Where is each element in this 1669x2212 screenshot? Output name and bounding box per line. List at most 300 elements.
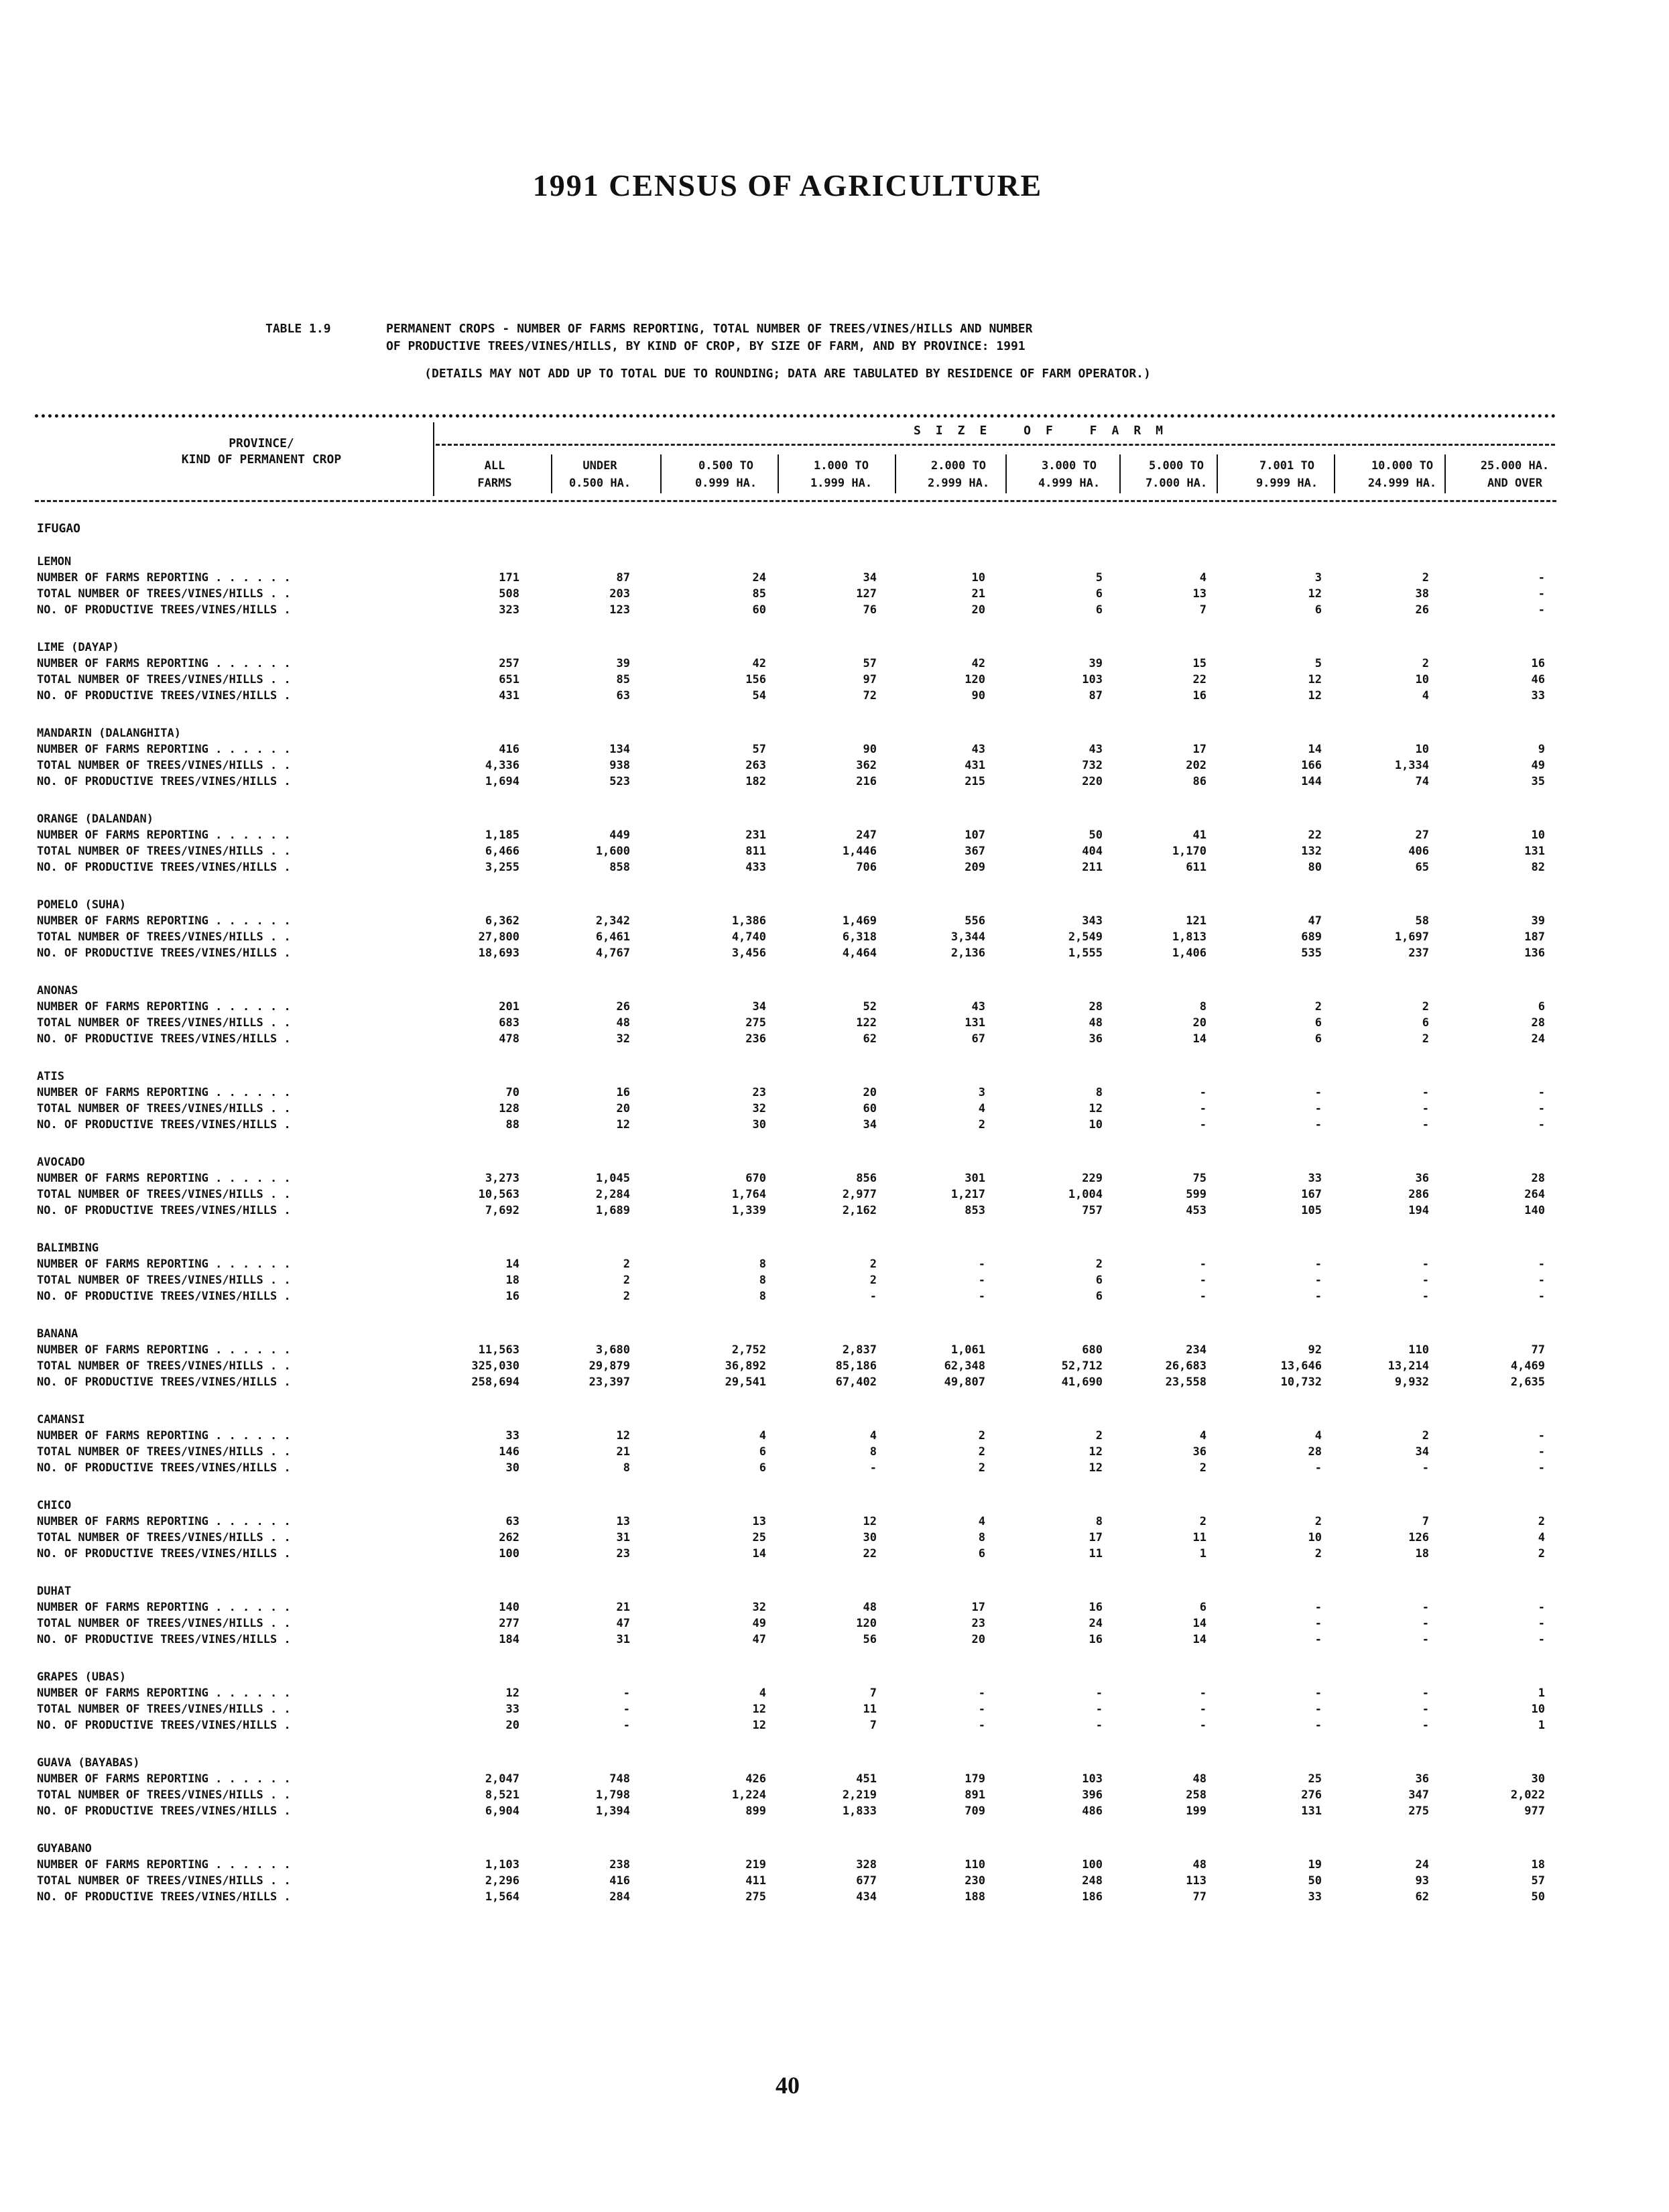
table-cell: 2 bbox=[623, 1257, 630, 1271]
table-cell: 748 bbox=[609, 1772, 630, 1786]
table-row bbox=[37, 1272, 1579, 1288]
table-cell: 171 bbox=[499, 571, 519, 585]
table-cell: 451 bbox=[856, 1772, 877, 1786]
table-cell: 262 bbox=[499, 1531, 519, 1544]
table-cell: - bbox=[1538, 1445, 1545, 1459]
crop-block bbox=[37, 1583, 1579, 1648]
table-cell: 209 bbox=[965, 861, 985, 874]
table-cell: 103 bbox=[1082, 1772, 1103, 1786]
table-cell: 134 bbox=[609, 743, 630, 756]
table-cell: 2,549 bbox=[1068, 930, 1103, 944]
table-cell: 24 bbox=[752, 571, 766, 585]
table-cell: 275 bbox=[745, 1016, 766, 1030]
table-cell: 32 bbox=[616, 1032, 630, 1046]
table-cell: - bbox=[1199, 1102, 1207, 1115]
table-cell: 12 bbox=[505, 1686, 519, 1700]
table-cell: 416 bbox=[499, 743, 519, 756]
table-row bbox=[37, 1374, 1579, 1390]
table-cell: 10 bbox=[1415, 673, 1429, 686]
table-cell: 6 bbox=[759, 1445, 766, 1459]
table-cell: 10,732 bbox=[1280, 1375, 1322, 1389]
table-cell: 36,892 bbox=[725, 1359, 766, 1373]
table-cell: 8 bbox=[1199, 1000, 1207, 1013]
row-label: NO. OF PRODUCTIVE TREES/VINES/HILLS . bbox=[37, 1633, 291, 1646]
row-label: TOTAL NUMBER OF TREES/VINES/HILLS . . bbox=[37, 1788, 291, 1802]
table-cell: - bbox=[1095, 1686, 1103, 1700]
table-cell: 33 bbox=[1531, 689, 1545, 702]
table-cell: 277 bbox=[499, 1617, 519, 1630]
table-cell: 33 bbox=[1308, 1172, 1322, 1185]
table-cell: 1,764 bbox=[731, 1188, 766, 1201]
row-label: TOTAL NUMBER OF TREES/VINES/HILLS . . bbox=[37, 1445, 291, 1459]
table-cell: 167 bbox=[1301, 1188, 1322, 1201]
table-cell: 13 bbox=[616, 1515, 630, 1528]
table-cell: 10 bbox=[1308, 1531, 1322, 1544]
table-cell: 411 bbox=[745, 1874, 766, 1888]
crop-name: POMELO (SUHA) bbox=[37, 898, 127, 912]
table-cell: - bbox=[1422, 1703, 1429, 1716]
table-cell: - bbox=[1422, 1461, 1429, 1475]
table-cell: 328 bbox=[856, 1858, 877, 1871]
column-separator bbox=[1217, 454, 1218, 493]
table-cell: 48 bbox=[1192, 1858, 1207, 1871]
table-cell: 8 bbox=[623, 1461, 630, 1475]
table-cell: 20 bbox=[971, 603, 985, 617]
table-cell: 47 bbox=[616, 1617, 630, 1630]
crop-block bbox=[37, 1497, 1579, 1562]
table-cell: - bbox=[1538, 1290, 1545, 1303]
row-label: NUMBER OF FARMS REPORTING . . . . . . bbox=[37, 1686, 291, 1700]
table-cell: 3 bbox=[1314, 571, 1322, 585]
table-cell: 4 bbox=[759, 1686, 766, 1700]
table-cell: 76 bbox=[863, 603, 877, 617]
table-cell: 6 bbox=[1095, 603, 1103, 617]
table-cell: 7 bbox=[869, 1719, 877, 1732]
table-cell: - bbox=[1314, 1086, 1322, 1099]
table-cell: 12 bbox=[616, 1429, 630, 1442]
column-header-line-1: 7.001 TO bbox=[1259, 459, 1314, 473]
table-cell: 231 bbox=[745, 828, 766, 842]
table-cell: 182 bbox=[745, 775, 766, 788]
table-cell: 179 bbox=[965, 1772, 985, 1786]
table-cell: - bbox=[623, 1686, 630, 1700]
table-cell: 237 bbox=[1408, 946, 1429, 960]
table-cell: 47 bbox=[1308, 914, 1322, 928]
table-cell: 123 bbox=[609, 603, 630, 617]
table-row bbox=[37, 1599, 1579, 1615]
table-cell: 34 bbox=[1415, 1445, 1429, 1459]
table-cell: 48 bbox=[1089, 1016, 1103, 1030]
table-cell: 1,555 bbox=[1068, 946, 1103, 960]
table-cell: 132 bbox=[1301, 845, 1322, 858]
table-cell: 891 bbox=[965, 1788, 985, 1802]
table-cell: 2 bbox=[1095, 1429, 1103, 1442]
table-row bbox=[37, 602, 1579, 618]
table-cell: 12 bbox=[1308, 689, 1322, 702]
table-cell: 24 bbox=[1415, 1858, 1429, 1871]
table-cell: 220 bbox=[1082, 775, 1103, 788]
table-cell: 416 bbox=[609, 1874, 630, 1888]
crop-name: AVOCADO bbox=[37, 1156, 85, 1169]
table-cell: 7,692 bbox=[485, 1204, 519, 1217]
table-row bbox=[37, 1514, 1579, 1530]
table-cell: 14 bbox=[752, 1547, 766, 1560]
table-row bbox=[37, 1685, 1579, 1701]
table-cell: 6 bbox=[978, 1547, 985, 1560]
table-cell: 4 bbox=[1199, 571, 1207, 585]
table-row bbox=[37, 1787, 1579, 1803]
table-cell: 113 bbox=[1186, 1874, 1207, 1888]
table-row bbox=[37, 1101, 1579, 1117]
table-cell: 8 bbox=[759, 1274, 766, 1287]
column-header bbox=[1015, 457, 1123, 492]
table-cell: 93 bbox=[1415, 1874, 1429, 1888]
row-label: TOTAL NUMBER OF TREES/VINES/HILLS . . bbox=[37, 1531, 291, 1544]
crop-block bbox=[37, 1412, 1579, 1476]
table-cell: 9,932 bbox=[1394, 1375, 1429, 1389]
table-cell: 121 bbox=[1186, 914, 1207, 928]
table-cell: 236 bbox=[745, 1032, 766, 1046]
table-cell: - bbox=[1199, 1719, 1207, 1732]
table-cell: 1,170 bbox=[1172, 845, 1207, 858]
crop-block bbox=[37, 1669, 1579, 1733]
table-cell: 77 bbox=[1531, 1343, 1545, 1357]
table-row bbox=[37, 1203, 1579, 1219]
table-cell: 677 bbox=[856, 1874, 877, 1888]
table-cell: - bbox=[1199, 1686, 1207, 1700]
table-cell: 14 bbox=[1192, 1617, 1207, 1630]
crop-block bbox=[37, 1240, 1579, 1304]
table-cell: 54 bbox=[752, 689, 766, 702]
column-header-line-2: FARMS bbox=[477, 477, 512, 490]
crop-name: CAMANSI bbox=[37, 1413, 85, 1426]
table-cell: 1,406 bbox=[1172, 946, 1207, 960]
table-cell: 6 bbox=[1422, 1016, 1429, 1030]
table-cell: 82 bbox=[1531, 861, 1545, 874]
table-cell: 8 bbox=[869, 1445, 877, 1459]
table-cell: 38 bbox=[1415, 587, 1429, 601]
table-cell: 12 bbox=[752, 1703, 766, 1716]
table-cell: 2 bbox=[1538, 1515, 1545, 1528]
column-header-line-2: 4.999 HA. bbox=[1038, 477, 1101, 490]
table-cell: 131 bbox=[1301, 1804, 1322, 1818]
table-cell: 57 bbox=[1531, 1874, 1545, 1888]
table-cell: 2,837 bbox=[842, 1343, 877, 1357]
table-cell: - bbox=[1314, 1257, 1322, 1271]
table-cell: - bbox=[1199, 1086, 1207, 1099]
table-row bbox=[37, 688, 1579, 704]
table-cell: 12 bbox=[1308, 673, 1322, 686]
table-cell: 1,386 bbox=[731, 914, 766, 928]
column-header bbox=[1461, 457, 1568, 492]
row-label: NO. OF PRODUCTIVE TREES/VINES/HILLS . bbox=[37, 1204, 291, 1217]
province-name: IFUGAO bbox=[37, 521, 81, 536]
table-cell: 2,022 bbox=[1510, 1788, 1545, 1802]
table-row bbox=[37, 1358, 1579, 1374]
table-cell: 184 bbox=[499, 1633, 519, 1646]
table-cell: 9 bbox=[1538, 743, 1545, 756]
table-cell: 2,977 bbox=[842, 1188, 877, 1201]
table-cell: - bbox=[1199, 1274, 1207, 1287]
row-label: NO. OF PRODUCTIVE TREES/VINES/HILLS . bbox=[37, 1804, 291, 1818]
row-label: NUMBER OF FARMS REPORTING . . . . . . bbox=[37, 1429, 291, 1442]
table-cell: 36 bbox=[1192, 1445, 1207, 1459]
column-header-line-1: ALL bbox=[484, 459, 505, 473]
table-cell: 70 bbox=[505, 1086, 519, 1099]
row-label: TOTAL NUMBER OF TREES/VINES/HILLS . . bbox=[37, 1274, 291, 1287]
row-label: TOTAL NUMBER OF TREES/VINES/HILLS . . bbox=[37, 1874, 291, 1888]
table-row bbox=[37, 1615, 1579, 1632]
table-cell: 30 bbox=[505, 1461, 519, 1475]
table-cell: 683 bbox=[499, 1016, 519, 1030]
table-cell: - bbox=[1538, 1429, 1545, 1442]
table-cell: 194 bbox=[1408, 1204, 1429, 1217]
table-row bbox=[37, 1342, 1579, 1358]
table-cell: 75 bbox=[1192, 1172, 1207, 1185]
table-cell: 1,469 bbox=[842, 914, 877, 928]
table-cell: 433 bbox=[745, 861, 766, 874]
document-title: 1991 CENSUS OF AGRICULTURE bbox=[532, 168, 1043, 202]
row-label: NO. OF PRODUCTIVE TREES/VINES/HILLS . bbox=[37, 1118, 291, 1131]
column-header bbox=[672, 457, 780, 492]
table-cell: 2 bbox=[1422, 1429, 1429, 1442]
table-row bbox=[37, 843, 1579, 859]
table-cell: 87 bbox=[616, 571, 630, 585]
table-cell: 11 bbox=[1089, 1547, 1103, 1560]
column-header bbox=[441, 457, 548, 492]
column-header-line-1: 2.000 TO bbox=[931, 459, 986, 473]
table-cell: 199 bbox=[1186, 1804, 1207, 1818]
crop-block bbox=[37, 1154, 1579, 1219]
column-header-line-2: AND OVER bbox=[1487, 477, 1542, 490]
table-cell: 2,635 bbox=[1510, 1375, 1545, 1389]
table-cell: 1,339 bbox=[731, 1204, 766, 1217]
table-row bbox=[37, 827, 1579, 843]
row-label: NUMBER OF FARMS REPORTING . . . . . . bbox=[37, 1343, 291, 1357]
row-label: NUMBER OF FARMS REPORTING . . . . . . bbox=[37, 828, 291, 842]
table-cell: 6 bbox=[1314, 1032, 1322, 1046]
table-cell: - bbox=[1538, 1118, 1545, 1131]
table-cell: - bbox=[1422, 1633, 1429, 1646]
table-cell: 6 bbox=[1095, 1290, 1103, 1303]
table-cell: 853 bbox=[965, 1204, 985, 1217]
table-cell: 8 bbox=[1095, 1515, 1103, 1528]
table-row bbox=[37, 1632, 1579, 1648]
table-cell: 6 bbox=[759, 1461, 766, 1475]
row-label: NUMBER OF FARMS REPORTING . . . . . . bbox=[37, 1257, 291, 1271]
table-cell: 396 bbox=[1082, 1788, 1103, 1802]
table-row bbox=[37, 945, 1579, 961]
crop-name: GUAVA (BAYABAS) bbox=[37, 1756, 140, 1770]
table-cell: 46 bbox=[1531, 673, 1545, 686]
table-cell: 3,456 bbox=[731, 946, 766, 960]
table-cell: 144 bbox=[1301, 775, 1322, 788]
table-cell: - bbox=[1314, 1703, 1322, 1716]
table-cell: 1,600 bbox=[595, 845, 630, 858]
table-cell: 16 bbox=[1531, 657, 1545, 670]
table-cell: 21 bbox=[971, 587, 985, 601]
table-note: (DETAILS MAY NOT ADD UP TO TOTAL DUE TO ROUNDING; DATA ARE TABULATED BY RESIDENCE OF FARM OPERATOR.) bbox=[424, 367, 1151, 381]
table-cell: 32 bbox=[752, 1102, 766, 1115]
row-label: TOTAL NUMBER OF TREES/VINES/HILLS . . bbox=[37, 1703, 291, 1716]
crop-name: LIME (DAYAP) bbox=[37, 641, 119, 654]
table-cell: 60 bbox=[863, 1102, 877, 1115]
crop-name: DUHAT bbox=[37, 1585, 72, 1598]
table-cell: 42 bbox=[752, 657, 766, 670]
size-of-farm-title: SIZE OF FARM bbox=[913, 424, 1178, 438]
table-cell: 2 bbox=[978, 1461, 985, 1475]
table-cell: 97 bbox=[863, 673, 877, 686]
table-cell: 20 bbox=[971, 1633, 985, 1646]
table-cell: 811 bbox=[745, 845, 766, 858]
table-cell: 6 bbox=[1314, 603, 1322, 617]
table-cell: 77 bbox=[1192, 1890, 1207, 1904]
crop-name: ANONAS bbox=[37, 984, 78, 997]
table-cell: 18 bbox=[505, 1274, 519, 1287]
table-cell: 6,466 bbox=[485, 845, 519, 858]
table-cell: - bbox=[1314, 1461, 1322, 1475]
column-header bbox=[1123, 457, 1230, 492]
table-cell: 85 bbox=[752, 587, 766, 601]
table-cell: 449 bbox=[609, 828, 630, 842]
table-cell: - bbox=[1422, 1102, 1429, 1115]
table-cell: 50 bbox=[1308, 1874, 1322, 1888]
table-cell: 22 bbox=[863, 1547, 877, 1560]
table-cell: - bbox=[1199, 1257, 1207, 1271]
column-header bbox=[905, 457, 1012, 492]
table-row bbox=[37, 1889, 1579, 1905]
row-label: NUMBER OF FARMS REPORTING . . . . . . bbox=[37, 1172, 291, 1185]
table-cell: 166 bbox=[1301, 759, 1322, 772]
table-cell: 12 bbox=[1089, 1445, 1103, 1459]
table-cell: 13 bbox=[752, 1515, 766, 1528]
table-cell: 20 bbox=[863, 1086, 877, 1099]
table-cell: 216 bbox=[856, 775, 877, 788]
row-label: TOTAL NUMBER OF TREES/VINES/HILLS . . bbox=[37, 1188, 291, 1201]
table-cell: 34 bbox=[752, 1000, 766, 1013]
table-cell: - bbox=[1422, 1274, 1429, 1287]
table-cell: 1,798 bbox=[595, 1788, 630, 1802]
column-header bbox=[546, 457, 654, 492]
table-cell: 120 bbox=[856, 1617, 877, 1630]
table-cell: 201 bbox=[499, 1000, 519, 1013]
table-cell: 651 bbox=[499, 673, 519, 686]
table-cell: 16 bbox=[1089, 1633, 1103, 1646]
row-label: NUMBER OF FARMS REPORTING . . . . . . bbox=[37, 1772, 291, 1786]
table-row bbox=[37, 570, 1579, 586]
table-cell: 85,186 bbox=[835, 1359, 877, 1373]
table-cell: 203 bbox=[609, 587, 630, 601]
table-cell: 899 bbox=[745, 1804, 766, 1818]
column-header-line-1: 5.000 TO bbox=[1149, 459, 1204, 473]
table-cell: 14 bbox=[505, 1257, 519, 1271]
table-cell: 2,296 bbox=[485, 1874, 519, 1888]
table-cell: 404 bbox=[1082, 845, 1103, 858]
table-cell: 103 bbox=[1082, 673, 1103, 686]
stub-header-line-2: KIND OF PERMANENT CROP bbox=[181, 452, 342, 467]
table-cell: 4 bbox=[978, 1102, 985, 1115]
table-cell: - bbox=[978, 1257, 985, 1271]
table-cell: 426 bbox=[745, 1772, 766, 1786]
stub-separator bbox=[433, 422, 434, 496]
table-cell: - bbox=[978, 1290, 985, 1303]
table-cell: 100 bbox=[1082, 1858, 1103, 1871]
table-cell: - bbox=[1422, 1118, 1429, 1131]
table-cell: 219 bbox=[745, 1858, 766, 1871]
table-cell: 42 bbox=[971, 657, 985, 670]
table-row bbox=[37, 757, 1579, 774]
row-label: NO. OF PRODUCTIVE TREES/VINES/HILLS . bbox=[37, 603, 291, 617]
table-cell: - bbox=[1538, 603, 1545, 617]
table-cell: 431 bbox=[499, 689, 519, 702]
crop-block bbox=[37, 725, 1579, 790]
table-cell: 2 bbox=[978, 1429, 985, 1442]
table-cell: 11 bbox=[863, 1703, 877, 1716]
table-cell: 4,336 bbox=[485, 759, 519, 772]
table-cell: - bbox=[1314, 1274, 1322, 1287]
table-cell: 87 bbox=[1089, 689, 1103, 702]
table-cell: 50 bbox=[1531, 1890, 1545, 1904]
crop-block bbox=[37, 1755, 1579, 1819]
table-cell: 4 bbox=[759, 1429, 766, 1442]
table-cell: 2 bbox=[623, 1274, 630, 1287]
table-cell: 2 bbox=[869, 1274, 877, 1287]
row-label: NUMBER OF FARMS REPORTING . . . . . . bbox=[37, 1858, 291, 1871]
table-cell: 4,740 bbox=[731, 930, 766, 944]
table-cell: 43 bbox=[971, 1000, 985, 1013]
table-cell: 8 bbox=[978, 1531, 985, 1544]
table-cell: - bbox=[1199, 1118, 1207, 1131]
table-cell: 2 bbox=[1422, 1000, 1429, 1013]
table-cell: - bbox=[1538, 571, 1545, 585]
table-cell: 757 bbox=[1082, 1204, 1103, 1217]
table-cell: 12 bbox=[752, 1719, 766, 1732]
row-label: NO. OF PRODUCTIVE TREES/VINES/HILLS . bbox=[37, 775, 291, 788]
table-cell: 4,767 bbox=[595, 946, 630, 960]
table-cell: 2 bbox=[1199, 1515, 1207, 1528]
table-row bbox=[37, 1428, 1579, 1444]
table-cell: 187 bbox=[1524, 930, 1545, 944]
table-cell: 2,342 bbox=[595, 914, 630, 928]
table-cell: 453 bbox=[1186, 1204, 1207, 1217]
table-cell: 13,646 bbox=[1280, 1359, 1322, 1373]
table-cell: 6,461 bbox=[595, 930, 630, 944]
table-cell: 276 bbox=[1301, 1788, 1322, 1802]
table-cell: 20 bbox=[1192, 1016, 1207, 1030]
row-label: NO. OF PRODUCTIVE TREES/VINES/HILLS . bbox=[37, 946, 291, 960]
table-cell: 611 bbox=[1186, 861, 1207, 874]
row-label: TOTAL NUMBER OF TREES/VINES/HILLS . . bbox=[37, 587, 291, 601]
table-cell: 323 bbox=[499, 603, 519, 617]
table-cell: 1,564 bbox=[485, 1890, 519, 1904]
table-cell: 1,334 bbox=[1394, 759, 1429, 772]
table-cell: 406 bbox=[1408, 845, 1429, 858]
table-cell: 100 bbox=[499, 1547, 519, 1560]
table-cell: 62,348 bbox=[944, 1359, 985, 1373]
table-cell: 19 bbox=[1308, 1858, 1322, 1871]
row-label: TOTAL NUMBER OF TREES/VINES/HILLS . . bbox=[37, 845, 291, 858]
column-header bbox=[1233, 457, 1341, 492]
table-cell: 3,255 bbox=[485, 861, 519, 874]
table-cell: 39 bbox=[616, 657, 630, 670]
table-cell: 1,045 bbox=[595, 1172, 630, 1185]
table-cell: 110 bbox=[965, 1858, 985, 1871]
table-cell: 5 bbox=[1095, 571, 1103, 585]
table-row bbox=[37, 1803, 1579, 1819]
table-cell: - bbox=[1314, 1633, 1322, 1646]
table-cell: 30 bbox=[863, 1531, 877, 1544]
table-cell: 49 bbox=[1531, 759, 1545, 772]
